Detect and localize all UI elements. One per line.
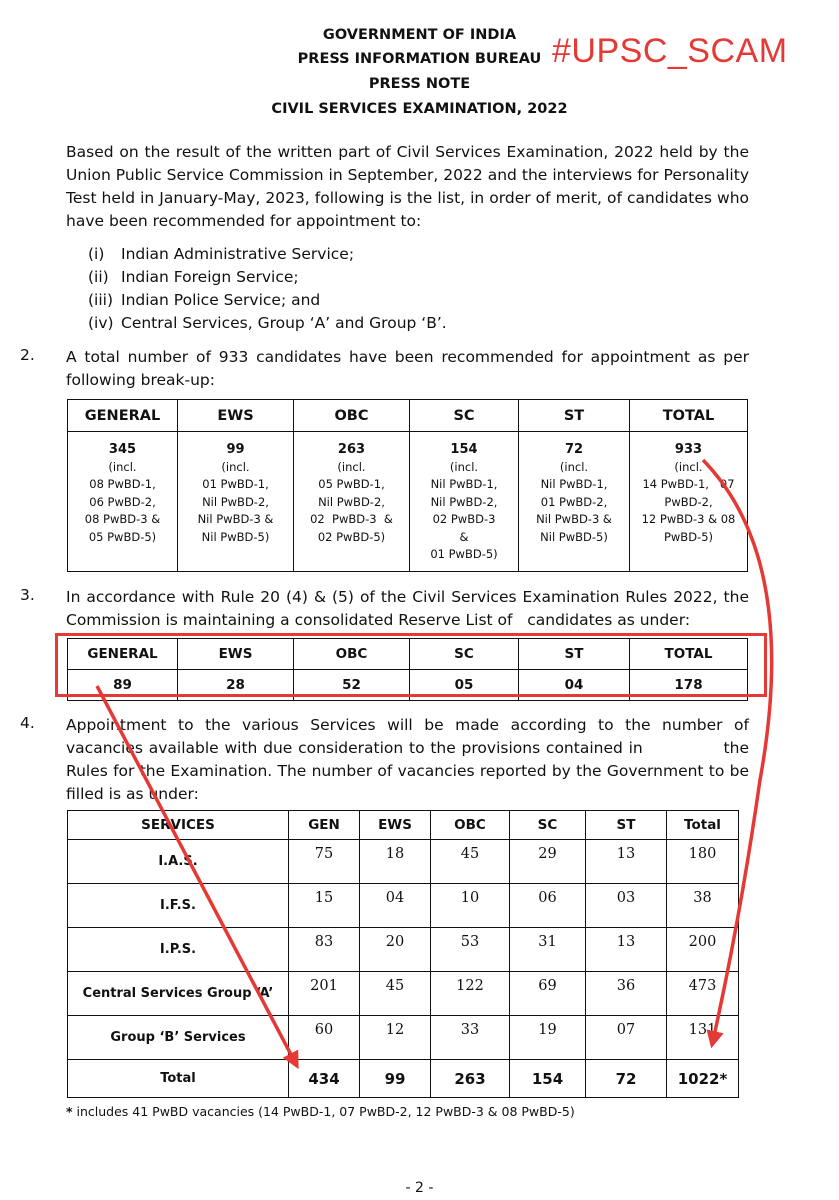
table-header: SC <box>410 639 519 670</box>
header-pib: PRESS INFORMATION BUREAU <box>297 51 542 67</box>
header-exam-title: CIVIL SERVICES EXAMINATION, 2022 <box>271 101 568 117</box>
breakup-table <box>67 399 748 572</box>
table-header: TOTAL <box>630 639 748 670</box>
table-cell: 45 <box>431 840 510 884</box>
table-cell: 36 <box>586 972 667 1016</box>
table-cell: 72 (incl. Nil PwBD-1, 01 PwBD-2, Nil PwBD-3 & Nil PwBD-5) <box>519 432 630 572</box>
list-item: (iv) Central Services, Group ‘A’ and Group ‘B’. <box>88 314 447 332</box>
table-header: GENERAL <box>68 400 178 432</box>
table-cell: 52 <box>294 670 410 701</box>
table-cell: 29 <box>510 840 586 884</box>
table-header: EWS <box>360 811 431 840</box>
table-header: EWS <box>178 400 294 432</box>
table-cell: 45 <box>360 972 431 1016</box>
table-header: SC <box>410 400 519 432</box>
table-header: ST <box>586 811 667 840</box>
table-cell: 10 <box>431 884 510 928</box>
table-cell: 05 <box>410 670 519 701</box>
table-cell: 345 (incl. 08 PwBD-1, 06 PwBD-2, 08 PwBD-3 & 05 PwBD-5) <box>68 432 178 572</box>
para2-number: 2. <box>20 346 35 364</box>
table-cell: 31 <box>510 928 586 972</box>
table-cell: 38 <box>667 884 739 928</box>
table-row <box>68 840 739 884</box>
table-cell: 60 <box>289 1016 360 1060</box>
table-cell: 72 <box>586 1060 667 1098</box>
table-cell: 06 <box>510 884 586 928</box>
table-cell: 933 (incl. 14 PwBD-1, 07 PwBD-2, 12 PwBD-3 & 08 PwBD-5) <box>630 432 748 572</box>
table-cell: 15 <box>289 884 360 928</box>
total-row <box>68 1060 739 1098</box>
table-header: GEN <box>289 811 360 840</box>
page-number: - 2 - <box>405 1180 434 1196</box>
table-cell: 131 <box>667 1016 739 1060</box>
intro-paragraph: Based on the result of the written part of Civil Services Examination, 2022 held by the Union Public Service Commission in September, 2022 and the interviews for Personality Test held in January-May, 2023, following is the list, in order of merit, of candidates who have been recommended for appointment to: <box>66 143 749 230</box>
table-cell: 03 <box>586 884 667 928</box>
table-row <box>68 1016 739 1060</box>
table-cell: 13 <box>586 840 667 884</box>
table-cell: 263 (incl. 05 PwBD-1, Nil PwBD-2, 02 PwBD-3 & 02 PwBD-5) <box>294 432 410 572</box>
table-cell: 83 <box>289 928 360 972</box>
hashtag-annotation: #UPSC_SCAM <box>552 32 788 70</box>
row-label: Central Services Group ‘A’ <box>68 972 289 1016</box>
table-cell: 04 <box>360 884 431 928</box>
table-cell: 178 <box>630 670 748 701</box>
table-cell: 1022* <box>667 1060 739 1098</box>
table-cell: 200 <box>667 928 739 972</box>
reserve-list-highlight-box <box>55 633 767 697</box>
table-cell: 263 <box>431 1060 510 1098</box>
row-label: Group ‘B’ Services <box>68 1016 289 1060</box>
table-header: EWS <box>178 639 294 670</box>
row-label: I.F.S. <box>68 884 289 928</box>
table-cell: 04 <box>519 670 630 701</box>
header-gov: GOVERNMENT OF INDIA <box>322 27 517 43</box>
table-cell: 201 <box>289 972 360 1016</box>
table-header: TOTAL <box>630 400 748 432</box>
table-cell: 154 (incl. Nil PwBD-1, Nil PwBD-2, 02 PwBD-3 & 01 PwBD-5) <box>410 432 519 572</box>
table-cell: 19 <box>510 1016 586 1060</box>
table-row <box>68 972 739 1016</box>
table-cell: 154 <box>510 1060 586 1098</box>
table-cell: 89 <box>68 670 178 701</box>
table-row <box>68 884 739 928</box>
table-cell: 99 <box>360 1060 431 1098</box>
table-header: OBC <box>431 811 510 840</box>
para2-text: A total number of 933 candidates have been recommended for appointment as per following break-up: <box>66 348 749 389</box>
table-cell: 53 <box>431 928 510 972</box>
table-cell: 28 <box>178 670 294 701</box>
table-cell: 33 <box>431 1016 510 1060</box>
para3-text: In accordance with Rule 20 (4) & (5) of the Civil Services Examination Rules 2022, the Commission is maintaining a consolidated Reserve List of candidates as under: <box>66 588 754 629</box>
list-item: (i) Indian Administrative Service; <box>88 245 355 263</box>
table-header: GENERAL <box>68 639 178 670</box>
para4-number: 4. <box>20 714 35 732</box>
list-item: (ii) Indian Foreign Service; <box>88 268 299 286</box>
header-press-note: PRESS NOTE <box>368 76 471 92</box>
table-header: Total <box>667 811 739 840</box>
table-cell: 18 <box>360 840 431 884</box>
table-cell: 122 <box>431 972 510 1016</box>
table-row <box>68 928 739 972</box>
para3-number: 3. <box>20 586 35 604</box>
table-header: ST <box>519 400 630 432</box>
vacancies-table <box>67 810 739 1098</box>
table-cell: 99 (incl. 01 PwBD-1, Nil PwBD-2, Nil PwBD-3 & Nil PwBD-5) <box>178 432 294 572</box>
para4-text: Appointment to the various Services will be made according to the number of vacancies available with due consideration to the provisions contained in the Rules for the Examination. The number of vacancies reported by the Government to be filled is as under: <box>66 716 754 803</box>
row-label: I.A.S. <box>68 840 289 884</box>
row-label: I.P.S. <box>68 928 289 972</box>
row-label: Total <box>68 1060 289 1098</box>
list-item: (iii) Indian Police Service; and <box>88 291 321 309</box>
table-header: OBC <box>294 400 410 432</box>
table-cell: 20 <box>360 928 431 972</box>
table-header: ST <box>519 639 630 670</box>
table-cell: 07 <box>586 1016 667 1060</box>
footnote: * includes 41 PwBD vacancies (14 PwBD-1, 07 PwBD-2, 12 PwBD-3 & 08 PwBD-5) <box>66 1104 575 1119</box>
table-cell: 69 <box>510 972 586 1016</box>
table-header: OBC <box>294 639 410 670</box>
table-cell: 12 <box>360 1016 431 1060</box>
table-header: SC <box>510 811 586 840</box>
table-cell: 75 <box>289 840 360 884</box>
table-header: SERVICES <box>68 811 289 840</box>
table-cell: 434 <box>289 1060 360 1098</box>
table-cell: 13 <box>586 928 667 972</box>
table-cell: 180 <box>667 840 739 884</box>
table-cell: 473 <box>667 972 739 1016</box>
